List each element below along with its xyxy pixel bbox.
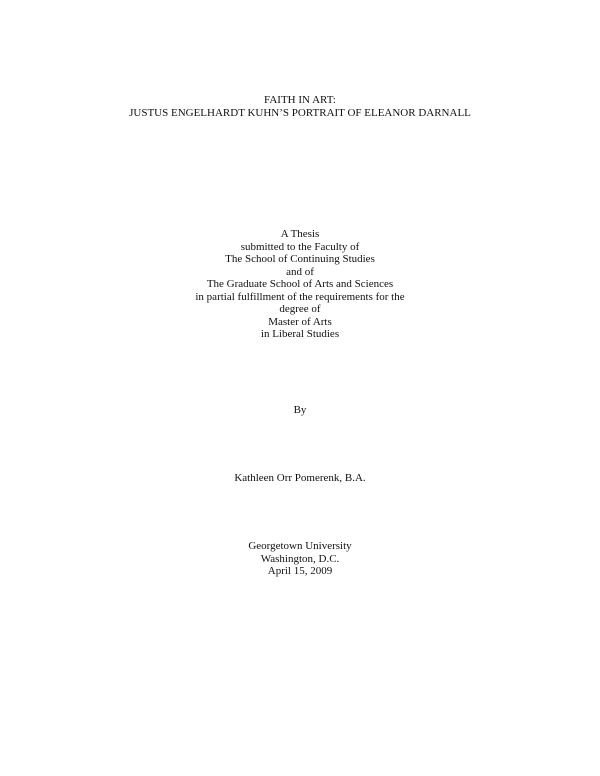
by-text: By: [293, 404, 307, 416]
institution-location: Washington, D.C.: [260, 552, 340, 565]
submission-line: degree of: [279, 303, 321, 315]
submission-line: The Graduate School of Arts and Sciences: [206, 278, 394, 290]
submission-line: Master of Arts: [268, 315, 332, 328]
submission-line: and of: [286, 265, 314, 278]
author-name: Kathleen Orr Pomerenk, B.A.: [234, 472, 366, 484]
institution-name: Georgetown University: [248, 540, 352, 552]
title-line-2: JUSTUS ENGELHARDT KUHN’S PORTRAIT OF ELEANOR DARNALL: [129, 106, 471, 119]
submission-line: The School of Continuing Studies: [225, 253, 375, 265]
title-line-1: FAITH IN ART:: [264, 94, 336, 106]
submission-line: in partial fulfillment of the requirements for the: [195, 290, 405, 303]
thesis-title: [0, 94, 600, 119]
submission-date: April 15, 2009: [267, 565, 333, 577]
author: [0, 472, 600, 485]
submission-line: submitted to the Faculty of: [240, 240, 360, 253]
institution-info: [0, 540, 600, 578]
submission-statement: [0, 228, 600, 341]
submission-line: A Thesis: [280, 228, 320, 240]
by-label: [0, 404, 600, 417]
submission-line: in Liberal Studies: [260, 328, 340, 340]
